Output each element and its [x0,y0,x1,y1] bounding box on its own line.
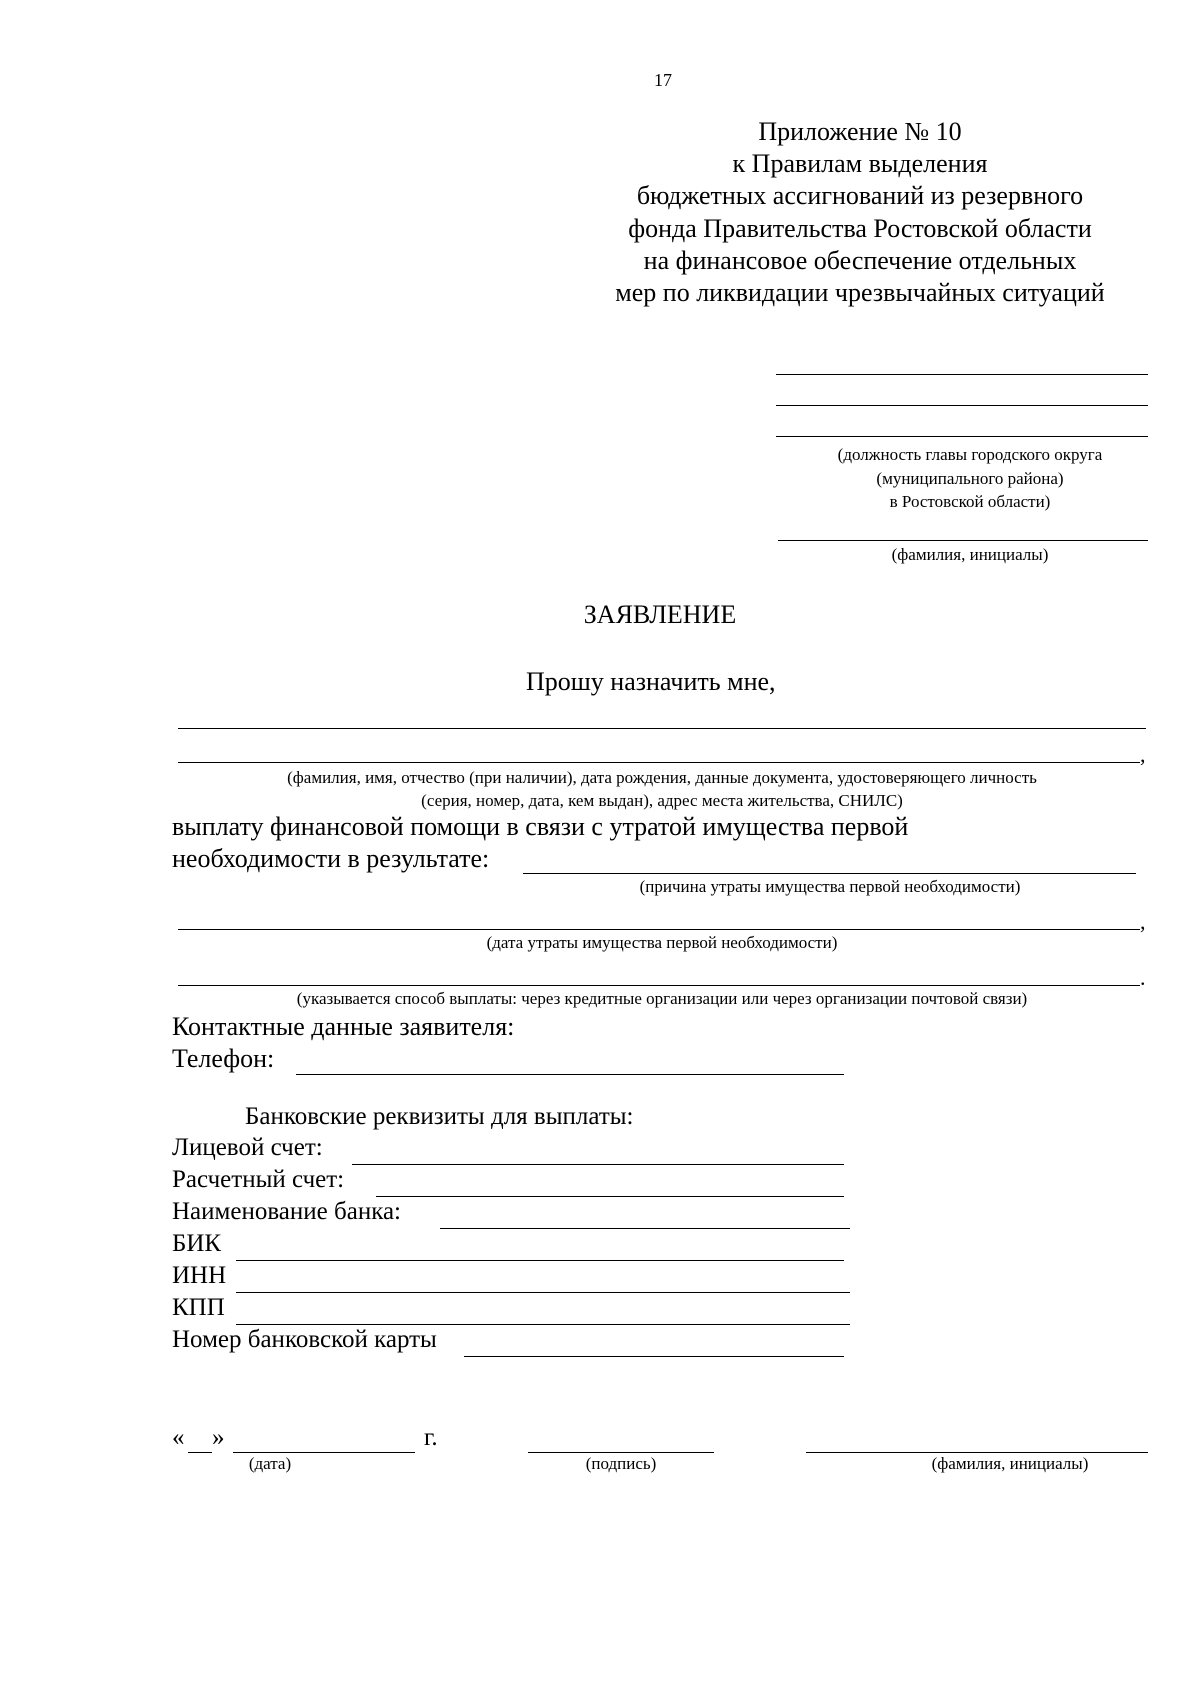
payment-text-line-1: выплату финансовой помощи в связи с утратой имущества первой [172,812,909,841]
caption-line: в Ростовской области) [889,492,1051,511]
signature-field[interactable] [528,1452,714,1453]
appendix-line: бюджетных ассигнований из резервного [636,181,1084,211]
bank-name-label: Наименование банка: [172,1198,402,1225]
settlement-account-field[interactable] [376,1196,844,1197]
caption-line: (фамилия, имя, отчество (при наличии), дата рождения, данные документа, удостоверяющего личность [287,768,1037,787]
payment-method-caption: (указывается способ выплаты: через кредитные организации или через организации почтовой связи) [296,989,1028,1008]
personal-account-label: Лицевой счет: [172,1134,323,1161]
contacts-heading: Контактные данные заявителя: [172,1012,515,1041]
period: . [1140,965,1146,990]
date-month-field[interactable] [233,1452,415,1453]
appendix-line: мер по ликвидации чрезвычайных ситуаций [615,278,1105,308]
cause-caption: (причина утраты имущества первой необходимости) [639,877,1021,896]
phone-label: Телефон: [172,1044,275,1073]
signer-name-field[interactable] [806,1452,1148,1453]
bik-label: БИК [172,1230,222,1257]
settlement-account-label: Расчетный счет: [172,1166,345,1193]
comma: , [1140,909,1146,934]
card-number-label: Номер банковской карты [172,1326,437,1353]
appendix-line: на финансовое обеспечение отдельных [643,245,1077,275]
addressee-position-field[interactable] [776,405,1148,406]
caption-line: (муниципального района) [876,468,1064,488]
inn-field[interactable] [236,1292,850,1293]
applicant-field[interactable] [178,728,1146,729]
date-close-quote: » [212,1424,225,1451]
payment-method-field[interactable] [178,985,1140,986]
phone-field[interactable] [296,1074,844,1075]
year-suffix: г. [424,1424,438,1451]
loss-date-field[interactable] [178,929,1140,930]
caption-line: (серия, номер, дата, кем выдан), адрес места жительства, СНИЛС) [421,791,903,810]
date-open-quote: « [172,1424,185,1451]
personal-account-field[interactable] [352,1164,844,1165]
signer-name-caption: (фамилия, инициалы) [931,1454,1089,1473]
appendix-line: к Правилам выделения [732,149,988,179]
bank-heading: Банковские реквизиты для выплаты: [245,1103,634,1130]
kpp-field[interactable] [236,1324,850,1325]
loss-date-caption: (дата утраты имущества первой необходимости) [486,933,838,952]
addressee-name-caption: (фамилия, инициалы) [891,545,1049,564]
addressee-name-field[interactable] [778,540,1148,541]
caption-line: (должность главы городского округа [837,445,1103,464]
signature-caption: (подпись) [585,1454,657,1473]
date-caption: (дата) [248,1454,292,1473]
request-text: Прошу назначить мне, [526,667,776,696]
appendix-line: Приложение № 10 [758,117,962,146]
kpp-label: КПП [172,1294,225,1321]
cause-field[interactable] [523,873,1136,874]
addressee-position-field[interactable] [776,374,1148,375]
card-number-field[interactable] [464,1356,844,1357]
comma: , [1140,742,1146,767]
addressee-position-caption [780,443,1160,514]
bik-field[interactable] [236,1260,844,1261]
appendix-line: фонда Правительства Ростовской области [628,213,1092,243]
payment-text-line-2: необходимости в результате: [172,844,490,873]
applicant-field[interactable] [178,762,1140,763]
appendix-block [600,116,1120,309]
page-number: 17 [654,70,672,90]
applicant-caption [178,766,1146,812]
bank-name-field[interactable] [440,1228,850,1229]
inn-label: ИНН [172,1262,227,1289]
date-day-field[interactable] [188,1452,212,1453]
addressee-position-field[interactable] [776,436,1148,437]
document-title: ЗАЯВЛЕНИЕ [583,600,737,629]
